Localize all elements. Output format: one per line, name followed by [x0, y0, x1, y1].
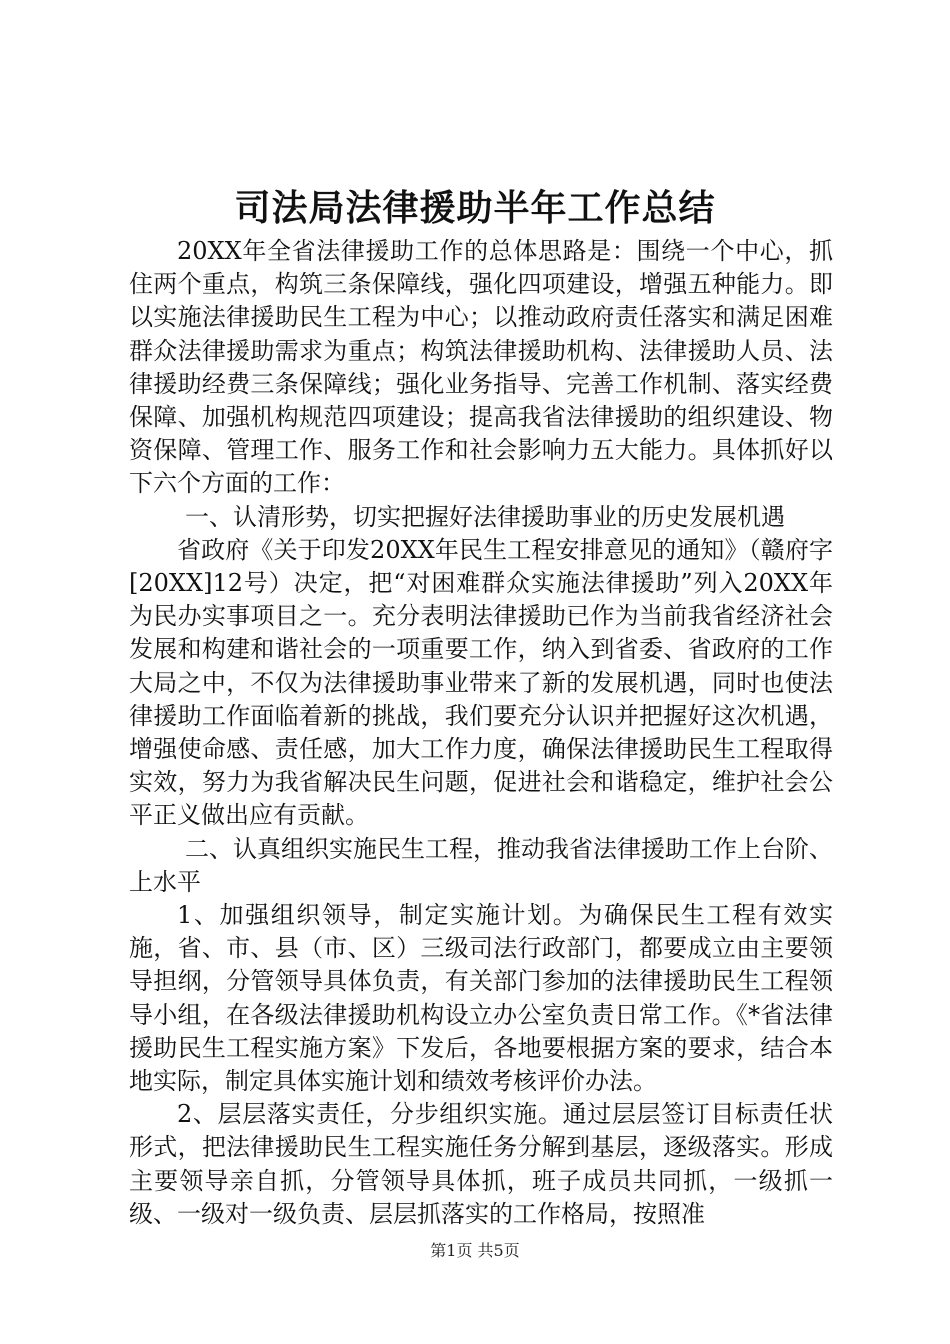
document-body [129, 235, 833, 1231]
paragraph-opportunity: 省政府《关于印发20XX年民生工程安排意见的通知》（赣府字[20XX]12号）决定，把“对困难群众实施法律援助”列入20XX年为民办实事项目之一。充分表明法律援助已作为当前我省经济社会发展和构建和谐社会的一项重要工作，纳入到省委、省政府的工作大局之中，不仅为法律援助事业带来了新的发展机遇，同时也使法律援助工作面临着新的挑战，我们要充分认识并把握好这次机遇，增强使命感、责任感，加大工作力度，确保法律援助民生工程取得实效，努力为我省解决民生问题，促进社会和谐稳定，维护社会公平正义做出应有贡献。 [129, 535, 833, 830]
paragraph-overview: 20XX年全省法律援助工作的总体思路是：围绕一个中心，抓住两个重点，构筑三条保障线，强化四项建设，增强五种能力。即以实施法律援助民生工程为中心；以推动政府责任落实和满足困难群众法律援助需求为重点；构筑法律援助机构、法律援助人员、法律援助经费三条保障线；强化业务指导、完善工作机制、落实经费保障、加强机构规范四项建设；提高我省法律援助的组织建设、物资保障、管理工作、服务工作和社会影响力五大能力。具体抓好以下六个方面的工作： [129, 237, 833, 498]
section-heading-1: 一、认清形势，切实把握好法律援助事业的历史发展机遇 [185, 502, 785, 531]
document-title: 司法局法律援助半年工作总结 [234, 188, 716, 229]
paragraph-item-1: 1、加强组织领导，制定实施计划。为确保民生工程有效实施，省、市、县（市、区）三级司法行政部门，都要成立由主要领导担纲，分管领导具体负责，有关部门参加的法律援助民生工程领导小组，在各级法律援助机构设立办公室负责日常工作。《*省法律援助民生工程实施方案》下发后，各地要根据方案的要求，结合本地实际，制定具体实施计划和绩效考核评价办法。 [129, 901, 833, 1096]
section-heading-2: 二、认真组织实施民生工程，推动我省法律援助工作上台阶、上水平 [129, 834, 833, 896]
paragraph-item-2: 2、层层落实责任，分步组织实施。通过层层签订目标责任状形式，把法律援助民生工程实施任务分解到基层，逐级落实。形成主要领导亲自抓，分管领导具体抓，班子成员共同抓，一级抓一级、一级对一级负责、层层抓落实的工作格局，按照准 [129, 1100, 833, 1228]
page-number-footer: 第1页 共5页 [430, 1241, 520, 1260]
